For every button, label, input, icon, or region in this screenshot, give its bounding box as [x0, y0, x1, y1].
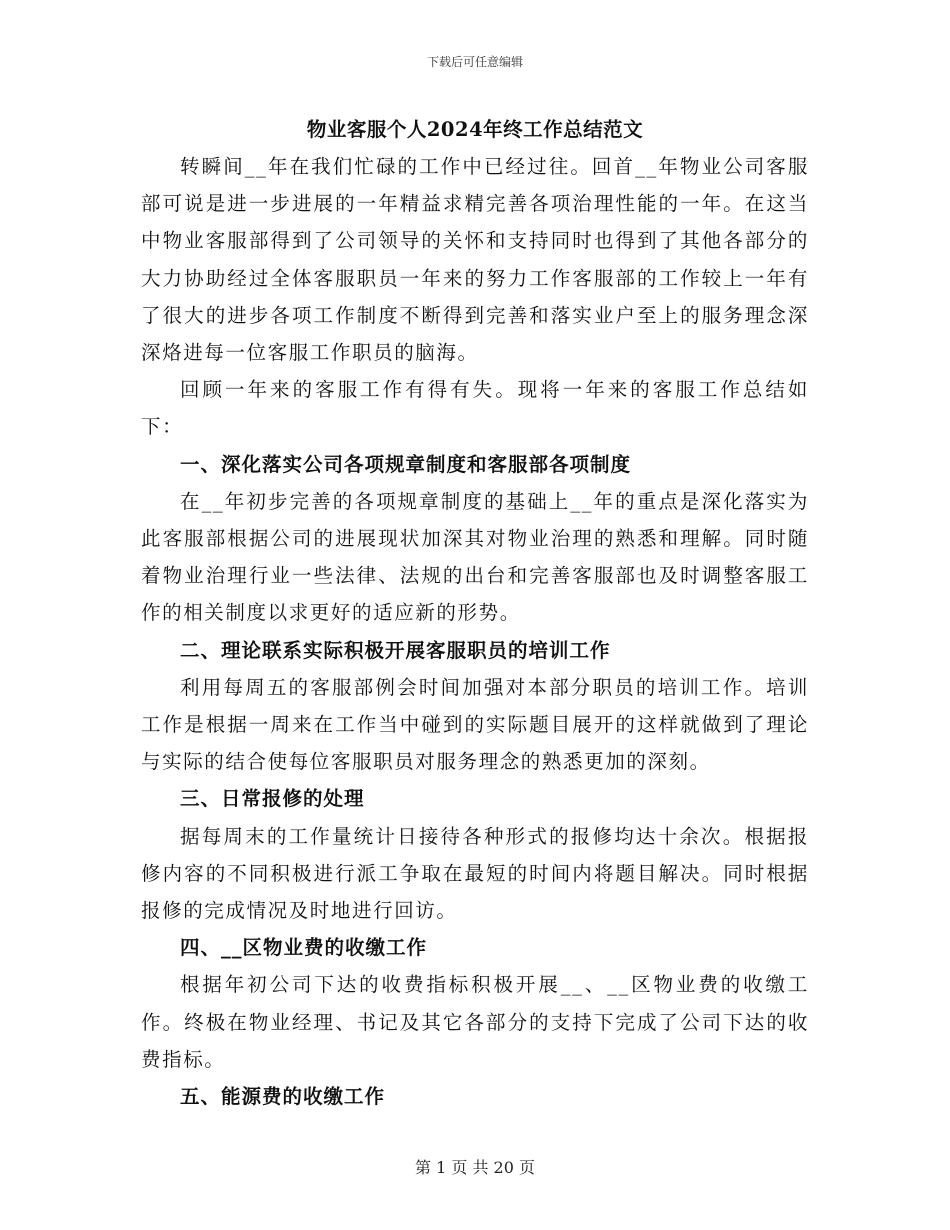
document-title: 物业客服个人2024年终工作总结范文: [306, 118, 644, 141]
paragraph-section-3: 据每周末的工作量统计日接待各种形式的报修均达十余次。根据报修内容的不同积极进行派工争取在最短的时间内将题目解决。同时根据报修的完成情况及时地进行回访。: [141, 824, 809, 923]
section-heading-2: 二、理论联系实际积极开展客服职员的培训工作: [180, 638, 611, 662]
paragraph-section-1: 在__年初步完善的各项规章制度的基础上__年的重点是深化落实为此客服部根据公司的进展现状加深其对物业治理的熟悉和理解。同时随着物业治理行业一些法律、法规的出台和完善客服部也及时调整客服工作的相关制度以求更好的适应新的形势。: [141, 489, 809, 625]
section-heading-4: 四、__区物业费的收缴工作: [180, 936, 428, 960]
section-heading-1: 一、深化落实公司各项规章制度和客服部各项制度: [180, 452, 632, 476]
paragraph-review: 回顾一年来的客服工作有得有失。现将一年来的客服工作总结如下：: [141, 378, 809, 439]
document-body: [141, 112, 809, 1115]
paragraph-section-2: 利用每周五的客服部例会时间加强对本部分职员的培训工作。培训工作是根据一周来在工作当中碰到的实际题目展开的这样就做到了理论与实际的结合使每位客服职员对服务理念的熟悉更加的深刻。: [141, 675, 809, 774]
section-heading-5: 五、能源费的收缴工作: [180, 1085, 386, 1109]
page-number: 第 1 页 共 20 页: [415, 1158, 535, 1177]
paragraph-section-4: 根据年初公司下达的收费指标积极开展__、__区物业费的收缴工作。终极在物业经理、书记及其它各部分的支持下完成了公司下达的收费指标。: [141, 973, 809, 1071]
paragraph-intro: 转瞬间__年在我们忙碌的工作中已经过往。回首__年物业公司客服部可说是进一步进展的一年精益求精完善各项治理性能的一年。在这当中物业客服部得到了公司领导的关怀和支持同时也得到了其他各部分的大力协助经过全体客服职员一年来的努力工作客服部的工作较上一年有了很大的进步各项工作制度不断得到完善和落实业户至上的服务理念深深烙进每一位客服工作职员的脑海。: [141, 155, 809, 365]
header-note: 下载后可任意编辑: [426, 55, 523, 69]
section-heading-3: 三、日常报修的处理: [180, 787, 365, 811]
